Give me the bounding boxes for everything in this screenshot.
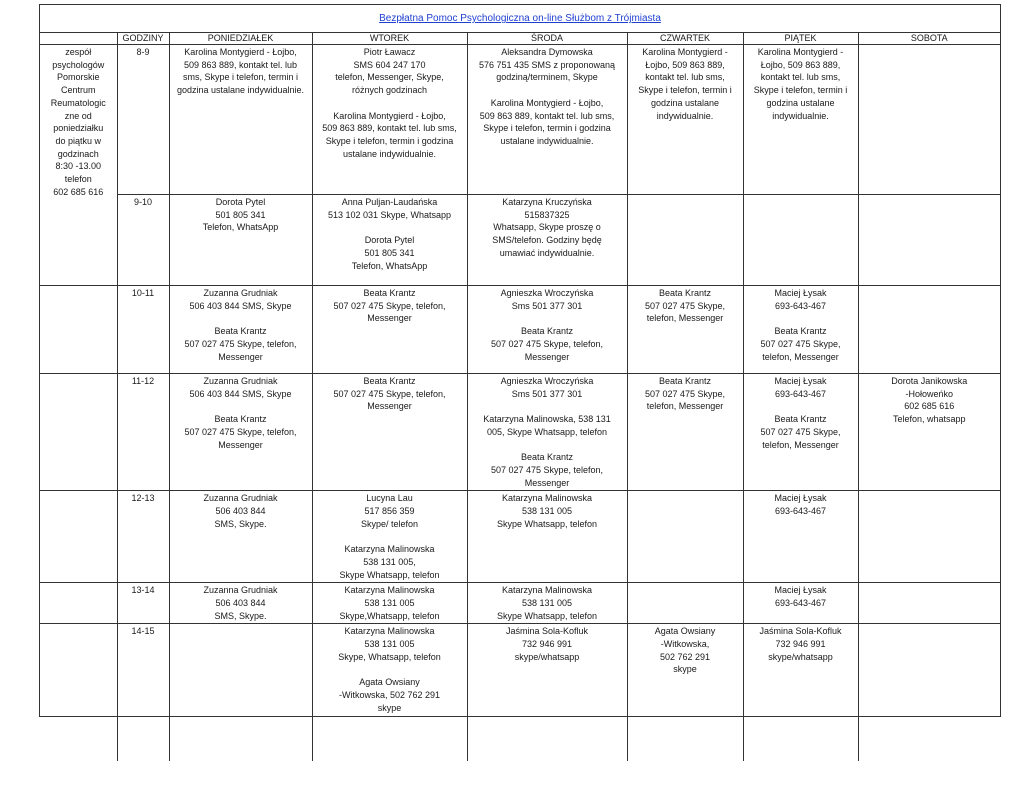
- schedule-cell-monday: [169, 374, 312, 491]
- counselor-entry: Katarzyna Kruczyńska 515837325 Whatsapp, Skype proszę o SMS/telefon. Godziny będę umawiać indywidualnie.: [492, 197, 602, 258]
- schedule-cell-saturday: [858, 624, 1000, 761]
- counselor-entry: Agnieszka Wroczyńska Sms 501 377 301: [500, 376, 594, 399]
- counselor-entry: Beata Krantz 507 027 475 Skype, telefon, Messenger: [184, 326, 297, 362]
- left-empty-cell: [40, 491, 117, 583]
- hours-cell: 11-12: [117, 374, 169, 491]
- counselor-entry: Beata Krantz 507 027 475 Skype, telefon, Messenger: [333, 288, 446, 324]
- schedule-cell-thursday: [627, 491, 743, 583]
- schedule-cell-wednesday: [467, 374, 627, 491]
- counselor-entry: Katarzyna Malinowska 538 131 005 Skype Whatsapp, telefon: [496, 493, 598, 529]
- schedule-cell-wednesday: [467, 195, 627, 286]
- hours-cell: 13-14: [117, 583, 169, 624]
- schedule-cell-saturday: [858, 195, 1000, 286]
- schedule-cell-thursday: [627, 583, 743, 624]
- left-empty-cell: [40, 583, 117, 624]
- counselor-entry: Agata Owsiany -Witkowska, 502 762 291 skype: [338, 677, 441, 713]
- counselor-entry: Karolina Montygierd - Łojbo, 509 863 889, kontakt tel. lub sms, Skype i telefon, termin i godzina ustalane indywidualnie.: [753, 47, 848, 121]
- counselor-entry: Katarzyna Malinowska 538 131 005 Skype, Whatsapp, telefon: [338, 626, 441, 662]
- table-row: [40, 45, 1000, 195]
- counselor-entry: Piotr Ławacz SMS 604 247 170 telefon, Messenger, Skype, różnych godzinach: [335, 47, 444, 96]
- left-empty-cell: [40, 374, 117, 491]
- schedule-cell-thursday: [627, 286, 743, 374]
- hours-cell: 12-13: [117, 491, 169, 583]
- schedule-body: [40, 45, 1000, 761]
- counselor-entry: Zuzanna Grudniak 506 403 844 SMS, Skype.: [203, 585, 278, 621]
- counselor-entry: Zuzanna Grudniak 506 403 844 SMS, Skype.: [203, 493, 278, 529]
- header-cell-thursday: CZWARTEK: [627, 33, 743, 45]
- schedule-cell-friday: [743, 195, 858, 286]
- left-empty-cell: [40, 624, 117, 761]
- schedule-cell-monday: [169, 491, 312, 583]
- counselor-entry: Karolina Montygierd - Łojbo, 509 863 889, kontakt tel. lub sms, Skype i telefon, termin i godzina ustalane indywidualnie.: [638, 47, 732, 121]
- title-bar: [40, 5, 1000, 33]
- schedule-cell-friday: [743, 286, 858, 374]
- table-row: [40, 491, 1000, 583]
- schedule-cell-thursday: [627, 195, 743, 286]
- counselor-entry: Karolina Montygierd - Łojbo, 509 863 889, kontakt tel. lub sms, Skype i telefon, termin i godzina ustalane indywidualnie.: [479, 97, 615, 146]
- schedule-cell-wednesday: [467, 45, 627, 195]
- schedule-cell-monday: [169, 45, 312, 195]
- header-cell-wednesday: ŚRODA: [467, 33, 627, 45]
- schedule-cell-tuesday: [312, 195, 467, 286]
- header-cell-friday: PIĄTEK: [743, 33, 858, 45]
- schedule-cell-tuesday: [312, 491, 467, 583]
- schedule-cell-wednesday: [467, 583, 627, 624]
- schedule-cell-saturday: [858, 45, 1000, 195]
- header-row: [40, 33, 1000, 45]
- counselor-entry: Zuzanna Grudniak 506 403 844 SMS, Skype: [189, 376, 292, 399]
- table-row: [40, 195, 1000, 286]
- counselor-entry: Karolina Montygierd - Łojbo, 509 863 889, kontakt tel. lub sms, Skype i telefon, termin i godzina ustalane indywidualnie.: [322, 110, 457, 159]
- counselor-entry: Beata Krantz 507 027 475 Skype, telefon, Messenger: [644, 288, 726, 324]
- header-cell-tuesday: WTOREK: [312, 33, 467, 45]
- schedule-cell-tuesday: [312, 286, 467, 374]
- left-empty-cell: [40, 286, 117, 374]
- counselor-entry: Zuzanna Grudniak 506 403 844 SMS, Skype: [189, 288, 292, 311]
- schedule-cell-friday: [743, 491, 858, 583]
- schedule-cell-tuesday: [312, 45, 467, 195]
- counselor-entry: Katarzyna Malinowska, 538 131 005, Skype Whatsapp, telefon: [483, 414, 611, 437]
- hours-cell: 9-10: [117, 195, 169, 286]
- header-cell-saturday: SOBOTA: [858, 33, 1000, 45]
- table-row: [40, 583, 1000, 624]
- schedule-cell-tuesday: [312, 374, 467, 491]
- left-team-note: zespół psychologów Pomorskie Centrum Reumatologic zne od poniedziałku do piątku w godzinach 8:30 -13.00 telefon 602 685 616: [40, 45, 117, 286]
- counselor-entry: Katarzyna Malinowska 538 131 005 Skype Whatsapp, telefon: [496, 585, 598, 621]
- counselor-entry: Karolina Montygierd - Łojbo, 509 863 889, kontakt tel. lub sms, Skype i telefon, termin i godzina ustalane indywidualnie.: [176, 47, 305, 96]
- schedule-cell-monday: [169, 286, 312, 374]
- counselor-entry: Jaśmina Sola-Kofluk 732 946 991 skype/whatsapp: [505, 626, 589, 662]
- counselor-entry: Aleksandra Dymowska 576 751 435 SMS z proponowaną godziną/terminem, Skype: [478, 47, 616, 83]
- page-title-link[interactable]: Bezpłatna Pomoc Psychologiczna on-line Służbom z Trójmiasta: [379, 13, 661, 24]
- counselor-entry: Dorota Pytel 501 805 341 Telefon, WhatsApp: [202, 197, 279, 233]
- schedule-table: [40, 33, 1000, 761]
- schedule-cell-friday: [743, 583, 858, 624]
- table-row: [40, 374, 1000, 491]
- schedule-cell-friday: [743, 624, 858, 761]
- schedule-cell-monday: [169, 195, 312, 286]
- counselor-entry: Jaśmina Sola-Kofluk 732 946 991 skype/whatsapp: [759, 626, 842, 662]
- table-row: [40, 624, 1000, 761]
- schedule-cell-saturday: [858, 583, 1000, 624]
- counselor-entry: Agnieszka Wroczyńska Sms 501 377 301: [500, 288, 594, 311]
- counselor-entry: Anna Puljan-Laudańska 513 102 031 Skype, Whatsapp: [327, 197, 452, 220]
- counselor-entry: Beata Krantz 507 027 475 Skype, telefon, Messenger: [184, 414, 297, 450]
- schedule-cell-saturday: [858, 374, 1000, 491]
- schedule-cell-thursday: [627, 45, 743, 195]
- counselor-entry: Beata Krantz 507 027 475 Skype, telefon, Messenger: [490, 326, 604, 362]
- schedule-cell-saturday: [858, 286, 1000, 374]
- schedule-cell-tuesday: [312, 624, 467, 761]
- schedule-cell-monday: [169, 624, 312, 761]
- schedule-cell-monday: [169, 583, 312, 624]
- counselor-entry: Agata Owsiany -Witkowska, 502 762 291 skype: [654, 626, 716, 675]
- counselor-entry: Maciej Łysak 693-643-467: [774, 376, 827, 399]
- schedule-cell-wednesday: [467, 286, 627, 374]
- header-cell-monday: PONIEDZIAŁEK: [169, 33, 312, 45]
- counselor-entry: Beata Krantz 507 027 475 Skype, telefon, Messenger: [490, 452, 604, 488]
- hours-cell: 10-11: [117, 286, 169, 374]
- counselor-entry: Beata Krantz 507 027 475 Skype, telefon, Messenger: [760, 326, 841, 362]
- schedule-cell-thursday: [627, 374, 743, 491]
- header-cell-hours: GODZINY: [117, 33, 169, 45]
- schedule-cell-saturday: [858, 491, 1000, 583]
- counselor-entry: Beata Krantz 507 027 475 Skype, telefon, Messenger: [760, 414, 841, 450]
- schedule-cell-friday: [743, 45, 858, 195]
- hours-cell: 14-15: [117, 624, 169, 761]
- table-row: [40, 286, 1000, 374]
- counselor-entry: Lucyna Lau 517 856 359 Skype/ telefon: [360, 493, 419, 529]
- schedule-cell-friday: [743, 374, 858, 491]
- counselor-entry: Maciej Łysak 693-643-467: [774, 288, 827, 311]
- counselor-entry: Beata Krantz 507 027 475 Skype, telefon, Messenger: [644, 376, 726, 412]
- hours-cell: 8-9: [117, 45, 169, 195]
- schedule-sheet: [39, 4, 1001, 717]
- counselor-entry: Dorota Pytel 501 805 341 Telefon, WhatsApp: [351, 235, 428, 271]
- counselor-entry: Katarzyna Malinowska 538 131 005, Skype Whatsapp, telefon: [339, 544, 440, 580]
- schedule-cell-wednesday: [467, 491, 627, 583]
- counselor-entry: Maciej Łysak 693-643-467: [774, 493, 827, 516]
- schedule-cell-thursday: [627, 624, 743, 761]
- counselor-entry: Katarzyna Malinowska 538 131 005 Skype,Whatsapp, telefon: [339, 585, 440, 621]
- schedule-cell-tuesday: [312, 583, 467, 624]
- header-cell-empty: [40, 33, 117, 45]
- counselor-entry: Beata Krantz 507 027 475 Skype, telefon, Messenger: [333, 376, 446, 412]
- counselor-entry: Maciej Łysak 693-643-467: [774, 585, 827, 608]
- schedule-cell-wednesday: [467, 624, 627, 761]
- counselor-entry: Dorota Janikowska -Hołoweńko 602 685 616 Telefon, whatsapp: [891, 376, 968, 425]
